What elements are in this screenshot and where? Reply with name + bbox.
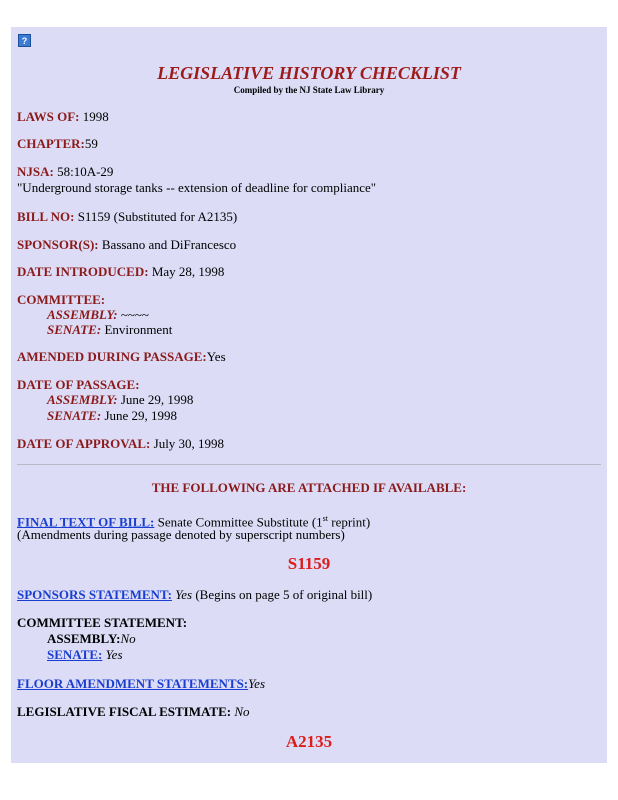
fiscal-estimate-label: LEGISLATIVE FISCAL ESTIMATE: bbox=[17, 704, 232, 719]
laws-of-row bbox=[17, 109, 109, 125]
date-of-approval-value: July 30, 1998 bbox=[150, 436, 225, 451]
final-text-sup: st bbox=[322, 514, 328, 523]
date-of-approval-label: DATE OF APPROVAL: bbox=[17, 436, 151, 451]
sponsors-row bbox=[17, 237, 236, 253]
bill-number-s1159: S1159 bbox=[287, 554, 331, 573]
bill-number-a2135: A2135 bbox=[285, 732, 333, 751]
statement-senate-value: Yes bbox=[102, 647, 123, 662]
njsa-row bbox=[17, 164, 113, 180]
passage-assembly-value: June 29, 1998 bbox=[117, 392, 194, 407]
statement-assembly-row bbox=[47, 631, 136, 647]
amended-row bbox=[17, 349, 226, 365]
amended-label: AMENDED DURING PASSAGE: bbox=[17, 349, 207, 364]
committee-assembly-value: ~~~~ bbox=[117, 307, 149, 322]
statement-senate-link[interactable]: SENATE: bbox=[47, 647, 103, 662]
fiscal-estimate-row bbox=[17, 704, 250, 720]
date-introduced-value: May 28, 1998 bbox=[148, 264, 225, 279]
chapter-value: 59 bbox=[84, 136, 98, 151]
bill-no-row bbox=[17, 209, 237, 225]
committee-senate-row bbox=[47, 322, 172, 338]
date-introduced-row bbox=[17, 264, 224, 280]
laws-of-label: LAWS OF: bbox=[17, 109, 80, 124]
page-subtitle: Compiled by the NJ State Law Library bbox=[233, 85, 385, 95]
sponsors-label: SPONSOR(S): bbox=[17, 237, 99, 252]
sponsors-statement-note: (Begins on page 5 of original bill) bbox=[192, 587, 373, 602]
fiscal-estimate-value: No bbox=[231, 704, 250, 719]
floor-amendment-value: Yes bbox=[248, 676, 266, 691]
page-panel bbox=[11, 27, 607, 763]
page-title: LEGISLATIVE HISTORY CHECKLIST bbox=[157, 63, 461, 83]
passage-assembly-row bbox=[47, 392, 193, 408]
floor-amendment-link[interactable]: FLOOR AMENDMENT STATEMENTS: bbox=[17, 676, 249, 691]
final-text-pre: Senate Committee Substitute (1 bbox=[154, 514, 323, 530]
attached-heading: THE FOLLOWING ARE ATTACHED IF AVAILABLE: bbox=[151, 480, 467, 495]
njsa-description: "Underground storage tanks -- extension of deadline for compliance" bbox=[17, 180, 377, 195]
njsa-label: NJSA: bbox=[17, 164, 54, 179]
njsa-value: 58:10A-29 bbox=[53, 164, 114, 179]
sponsors-statement-value: Yes bbox=[171, 587, 193, 602]
final-text-note: (Amendments during passage denoted by superscript numbers) bbox=[17, 527, 345, 542]
laws-of-value: 1998 bbox=[79, 109, 109, 124]
sponsors-statement-row bbox=[17, 587, 372, 603]
statement-assembly-label: ASSEMBLY: bbox=[47, 631, 121, 646]
committee-senate-value: Environment bbox=[101, 322, 173, 337]
final-text-link[interactable]: FINAL TEXT OF BILL: bbox=[17, 514, 155, 530]
committee-assembly-row bbox=[47, 307, 149, 323]
passage-senate-value: June 29, 1998 bbox=[101, 408, 178, 423]
sponsors-value: Bassano and DiFrancesco bbox=[98, 237, 237, 252]
committee-senate-label: SENATE: bbox=[47, 322, 102, 337]
passage-senate-label: SENATE: bbox=[47, 408, 102, 423]
passage-assembly-label: ASSEMBLY: bbox=[47, 392, 118, 407]
amended-value: Yes bbox=[206, 349, 226, 364]
committee-label: COMMITTEE: bbox=[17, 292, 106, 307]
committee-statement-label: COMMITTEE STATEMENT: bbox=[17, 615, 188, 630]
chapter-label: CHAPTER: bbox=[17, 136, 85, 151]
section-divider bbox=[17, 464, 601, 465]
date-of-approval-row bbox=[17, 436, 224, 452]
committee-assembly-label: ASSEMBLY: bbox=[47, 307, 118, 322]
statement-senate-row bbox=[47, 647, 123, 663]
bill-no-value: S1159 (Substituted for A2135) bbox=[74, 209, 238, 224]
floor-amendment-row bbox=[17, 676, 265, 692]
chapter-row bbox=[17, 136, 98, 152]
bill-no-label: BILL NO: bbox=[17, 209, 75, 224]
date-introduced-label: DATE INTRODUCED: bbox=[17, 264, 149, 279]
date-of-passage-label: DATE OF PASSAGE: bbox=[17, 377, 140, 392]
sponsors-statement-link[interactable]: SPONSORS STATEMENT: bbox=[17, 587, 172, 602]
help-icon[interactable]: ? bbox=[18, 34, 31, 47]
final-text-post: reprint) bbox=[328, 514, 371, 530]
statement-assembly-value: No bbox=[120, 631, 136, 646]
passage-senate-row bbox=[47, 408, 177, 424]
